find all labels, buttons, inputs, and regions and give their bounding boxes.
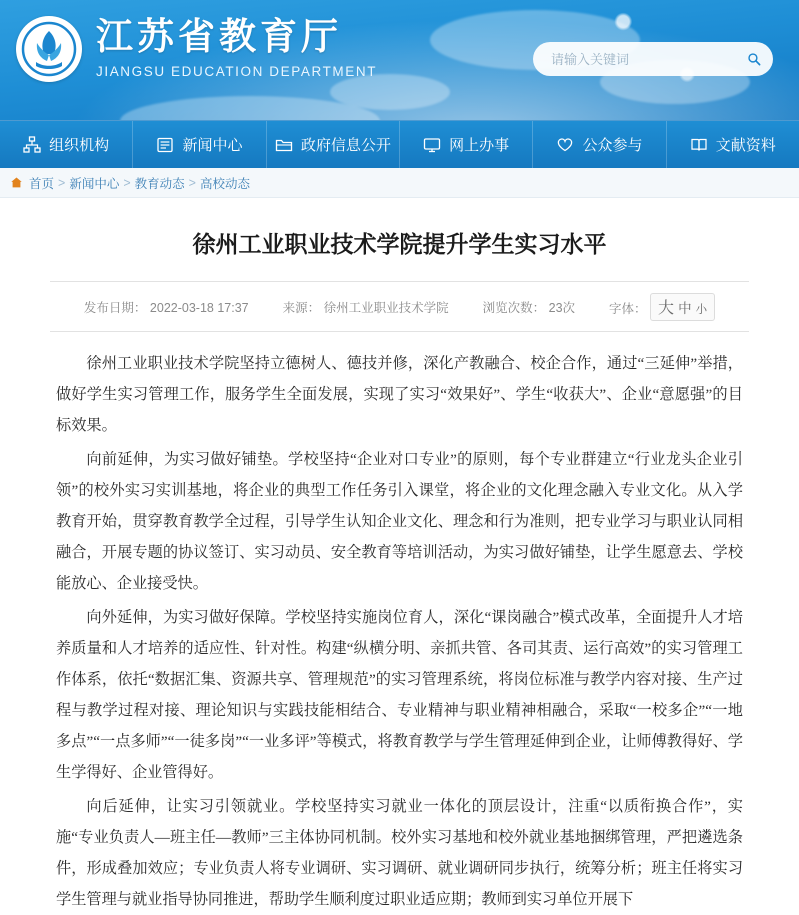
heart-icon (556, 136, 574, 154)
fontsize-options[interactable] (650, 293, 715, 321)
nav-item-online-service[interactable] (400, 121, 533, 168)
source-label: 来源： (282, 300, 321, 315)
view-count (483, 298, 575, 316)
nav-item-label: 公众参与 (582, 137, 643, 154)
article (28, 198, 771, 915)
org-chart-icon (23, 136, 41, 154)
fontsize-small-button[interactable]: 小 (695, 303, 708, 316)
nav-item-label: 组织机构 (49, 137, 110, 154)
nav-item-label: 网上办事 (449, 137, 510, 154)
article-paragraph: 向前延伸，为实习做好铺垫。学校坚持“企业对口专业”的原则，每个专业群建立“行业龙头企业引领”的校外实习实训基地，将企业的典型工作任务引入课堂，将企业的文化理念融入专业文化。从入学教育开始，贯穿教育教学全过程，引导学生认知企业文化、理念和行为准则，把专业学习与职业认同相融合，开展专题的协议签订、实习动员、安全教育等培训活动，为实习做好铺垫，让学生愿意去、学校能放心、企业接受快。 (56, 450, 743, 592)
search-box[interactable] (533, 42, 773, 76)
site-header (0, 0, 799, 120)
nav-item-documents[interactable] (667, 121, 799, 168)
article-paragraph: 向外延伸，为实习做好保障。学校坚持实施岗位育人，深化“课岗融合”模式改革，全面提升人才培养质量和人才培养的适应性、针对性。构建“纵横分明、亲抓共管、各司其责、运行高效”的实习管理工作体系，依托“数据汇集、资源共享、管理规范”的实习管理系统，将岗位标准与教学内容对接、生产过程与教学过程对接、理论知识与实践技能相结合、专业精神与职业精神相融合，采取“一校多企”“一地多点”“一点多师”“一徒多岗”“一业多评”等模式，将教育教学与学生管理延伸到企业，让师傅教得好、学生学得好、企业管得好。 (56, 608, 743, 781)
publish-date (84, 298, 249, 316)
publish-date-value: 2022-03-18 17:37 (149, 300, 249, 315)
breadcrumb (0, 168, 799, 198)
nav-item-org[interactable] (0, 121, 133, 168)
nav-item-gov-info[interactable] (267, 121, 400, 168)
article-paragraph: 徐州工业职业技术学院坚持立德树人、德技并修，深化产教融合、校企合作，通过“三延伸”举措，做好学生实习管理工作，服务学生全面发展，实现了实习“效果好”、学生“收获大”、企业“意愿强”的目标效果。 (56, 354, 743, 434)
fontsize-label: 字体： (609, 301, 647, 316)
breadcrumb-item-college-news[interactable]: 高校动态 (199, 176, 250, 191)
brand-title-cn: 江苏省教育厅 (96, 17, 342, 59)
views-value: 23次 (548, 300, 576, 315)
article-meta (50, 282, 749, 332)
home-icon (10, 176, 23, 189)
search-icon[interactable] (741, 46, 767, 72)
views-label: 浏览次数： (482, 300, 546, 315)
monitor-icon (423, 136, 441, 154)
page-title: 徐州工业职业技术学院提升学生实习水平 (192, 232, 607, 257)
newspaper-icon (156, 136, 174, 154)
nav-item-public-participation[interactable] (533, 121, 666, 168)
breadcrumb-separator: > (188, 175, 196, 190)
lotus-emblem-icon (16, 16, 82, 82)
nav-item-news[interactable] (133, 121, 266, 168)
page-content (0, 198, 799, 915)
breadcrumb-separator: > (123, 175, 131, 190)
nav-item-label: 文献资料 (715, 137, 776, 154)
site-brand[interactable] (16, 16, 377, 82)
brand-title-en: JIANGSU EDUCATION DEPARTMENT (96, 64, 378, 80)
source-value: 徐州工业职业技术学院 (323, 300, 449, 315)
fontsize-medium-button[interactable]: 中 (678, 300, 692, 316)
folder-open-icon (275, 136, 293, 154)
breadcrumb-item-education-news[interactable]: 教育动态 (134, 176, 185, 191)
breadcrumb-separator: > (58, 175, 66, 190)
article-paragraph: 向后延伸，让实习引领就业。学校坚持实习就业一体化的顶层设计，注重“以质衔换合作”，实施“专业负责人—班主任—教师”三主体协同机制。校外实习基地和校外就业基地捆绑管理，严把遴选条件，形成叠加效应；专业负责人将专业调研、实习调研、就业调研同步执行，统筹分析；班主任将实习学生管理与就业指导协同推进，帮助学生顺利度过职业适应期；教师到实习单位开展下 (56, 797, 743, 908)
fontsize-large-button[interactable]: 大 (658, 299, 675, 317)
publish-date-label: 发布日期： (83, 300, 147, 315)
main-nav (0, 120, 799, 168)
article-body (50, 332, 749, 915)
nav-item-label: 新闻中心 (182, 137, 243, 154)
article-source (283, 298, 449, 316)
nav-item-label: 政府信息公开 (300, 137, 391, 154)
breadcrumb-item-news[interactable]: 新闻中心 (69, 176, 120, 191)
book-icon (690, 136, 708, 154)
breadcrumb-item-home[interactable]: 首页 (29, 176, 55, 191)
search-input[interactable] (549, 51, 741, 68)
font-size-control (609, 293, 715, 321)
